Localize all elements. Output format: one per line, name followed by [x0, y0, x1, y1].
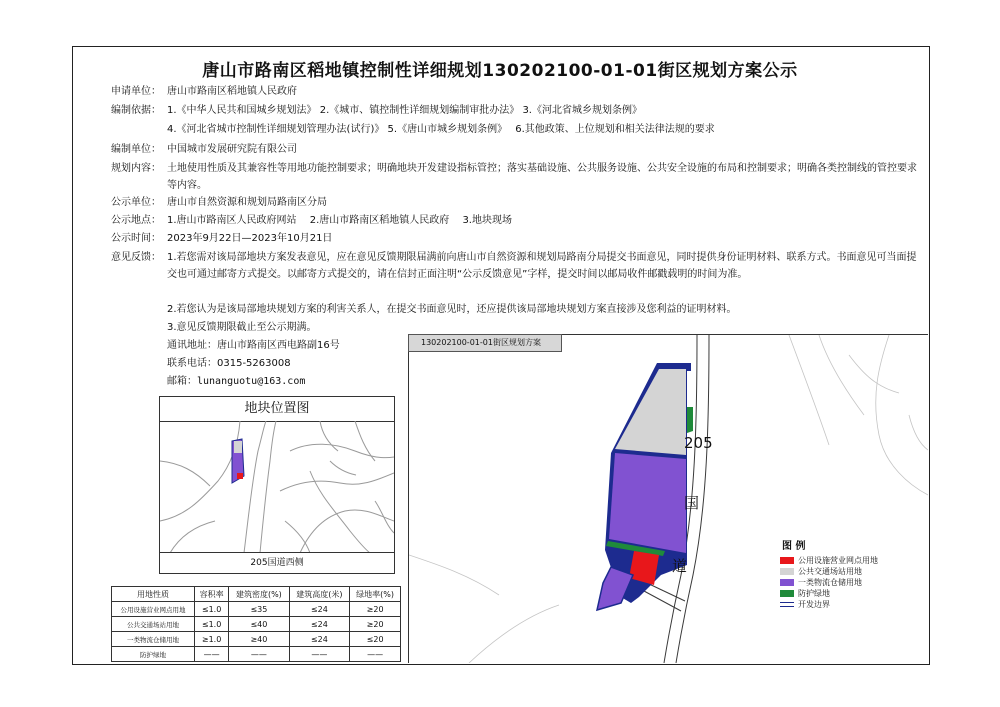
plan-map	[409, 335, 928, 663]
plan-title-tag: 130202100-01-01街区规划方案	[408, 334, 562, 352]
applicant-label: 申请单位：	[111, 86, 161, 97]
location-map	[159, 396, 395, 574]
plan-parcel-green-strip	[687, 407, 693, 433]
table-cell: ≤35	[229, 602, 289, 617]
phone-value: 0315-5263008	[217, 358, 291, 369]
table-cell: ——	[289, 647, 350, 662]
compiler-value: 中国城市发展研究院有限公司	[167, 144, 297, 155]
content-label: 规划内容：	[111, 163, 161, 174]
table-row	[112, 632, 401, 647]
legend-swatch-green	[780, 590, 794, 597]
table-header-row	[112, 587, 401, 602]
legend-item-label: 公用设施营业网点用地	[798, 556, 878, 565]
compiler-row	[111, 143, 297, 157]
opinion-item-2: 2.若您认为是该局部地块规划方案的利害关系人，在提交书面意见时，还应提供该局部地块规划方案直接涉及您利益的证明材料。	[167, 304, 737, 315]
email-row	[167, 375, 305, 389]
road-char-label-2: 道	[672, 557, 688, 575]
legend-item	[780, 600, 878, 610]
page-title: 唐山市路南区稻地镇控制性详细规划130202100-01-01街区规划方案公示	[202, 61, 798, 81]
index-table	[111, 586, 401, 662]
basis-line1: 1.《中华人民共和国城乡规划法》 2.《城市、镇控制性详细规划编制审批办法》 3.《河北省城乡规划条例》	[167, 105, 642, 116]
table-cell: ≤24	[289, 632, 350, 647]
legend-item	[780, 589, 878, 599]
table-cell: ——	[194, 647, 228, 662]
email-value: lunanguotu@163.com	[197, 376, 306, 387]
table-header-cell: 绿地率(%)	[350, 587, 401, 602]
road-number-label: 205	[684, 434, 713, 452]
table-header-cell: 建筑密度(%)	[229, 587, 289, 602]
plan-panel	[408, 334, 928, 663]
time-row	[111, 232, 332, 246]
opinion-item-3: 3.意见反馈期限截止至公示期满。	[167, 322, 317, 333]
legend-item	[780, 578, 878, 588]
table-cell: 防护绿地	[112, 647, 195, 662]
table-cell: ≤24	[289, 602, 350, 617]
time-label: 公示时间：	[111, 233, 161, 244]
location-map-graphic	[160, 421, 394, 553]
compiler-label: 编制单位：	[111, 144, 161, 155]
table-cell: ≥40	[229, 632, 289, 647]
legend-swatch-boundary	[780, 602, 794, 607]
table-row	[112, 647, 401, 662]
legend-item	[780, 567, 878, 577]
location-site-transit	[234, 441, 242, 453]
table-cell: ≥1.0	[194, 632, 228, 647]
basis-line2: 4.《河北省城市控制性详细规划管理办法(试行)》 5.《唐山市城乡规划条例》 6.其他政策、上位规划和相关法律法规的要求	[167, 124, 715, 135]
table-cell: ——	[350, 647, 401, 662]
table-header-cell: 容积率	[194, 587, 228, 602]
basis-label: 编制依据：	[111, 105, 161, 116]
legend-item-label: 防护绿地	[798, 589, 830, 598]
table-cell: ≤24	[289, 617, 350, 632]
table-cell: ≤20	[350, 632, 401, 647]
table-row	[112, 617, 401, 632]
table-cell: ≤1.0	[194, 602, 228, 617]
address-row	[167, 339, 340, 353]
phone-row	[167, 357, 291, 371]
table-cell: ≥20	[350, 602, 401, 617]
time-value: 2023年9月22日—2023年10月21日	[167, 233, 333, 244]
legend-swatch-storage	[780, 579, 794, 586]
legend-item-label: 公共交通场站用地	[798, 567, 862, 576]
publisher-label: 公示单位：	[111, 197, 161, 208]
table-cell: 公用设施营业网点用地	[112, 602, 195, 617]
legend-swatch-transit	[780, 568, 794, 575]
address-label: 通讯地址：	[167, 340, 217, 351]
opinion-label: 意见反馈：	[111, 252, 161, 263]
applicant-row	[111, 85, 297, 99]
location-map-caption: 205国道西侧	[160, 552, 394, 573]
applicant-value: 唐山市路南区稻地镇人民政府	[167, 86, 297, 97]
table-header-cell: 用地性质	[112, 587, 195, 602]
table-header-cell: 建筑高度(米)	[289, 587, 350, 602]
table-cell: 一类物流仓储用地	[112, 632, 195, 647]
legend-swatch-utility	[780, 557, 794, 564]
table-cell: ≥20	[350, 617, 401, 632]
table-row	[112, 602, 401, 617]
table-cell: 公共交通场站用地	[112, 617, 195, 632]
publisher-row	[111, 196, 327, 210]
location-map-title: 地块位置图	[160, 397, 394, 422]
legend-item-label: 开发边界	[798, 600, 830, 609]
table-cell: ≤40	[229, 617, 289, 632]
location-site-utility	[237, 473, 243, 479]
plan-parcel-storage	[609, 453, 686, 553]
address-value: 唐山市路南区西电路副16号	[217, 340, 340, 351]
plan-parcel-storage-south	[597, 567, 633, 610]
road-char-label-1: 国	[684, 494, 700, 512]
legend-item	[780, 556, 878, 566]
phone-label: 联系电话：	[167, 358, 217, 369]
table-cell: ≤1.0	[194, 617, 228, 632]
location-row	[111, 214, 512, 228]
opinion-item-1: 1.若您需对该局部地块方案发表意见，应在意见反馈期限届满前向唐山市自然资源和规划局路南分局提交书面意见，同时提供身份证明材料、联系方式。书面意见可当面提交也可通过邮寄方式提交。以邮寄方式提交的，请在信封正面注明“公示反馈意见”字样，提交时间以邮局收件邮戳载明的时间为准。	[167, 252, 917, 280]
email-label: 邮箱：	[167, 376, 197, 387]
legend-title: 图 例	[782, 541, 806, 552]
location-value: 1.唐山市路南区人民政府网站 2.唐山市路南区稻地镇人民政府 3.地块现场	[167, 215, 512, 226]
basis-row	[111, 104, 642, 118]
location-label: 公示地点：	[111, 215, 161, 226]
legend-item-label: 一类物流仓储用地	[798, 578, 862, 587]
publisher-value: 唐山市自然资源和规划局路南区分局	[167, 197, 327, 208]
legend	[780, 537, 878, 611]
content-value: 土地使用性质及其兼容性等用地功能控制要求；明确地块开发建设指标管控；落实基础设施、公共服务设施、公共安全设施的布局和控制要求；明确各类控制线的管控要求等内容。	[167, 163, 917, 191]
table-cell: ——	[229, 647, 289, 662]
